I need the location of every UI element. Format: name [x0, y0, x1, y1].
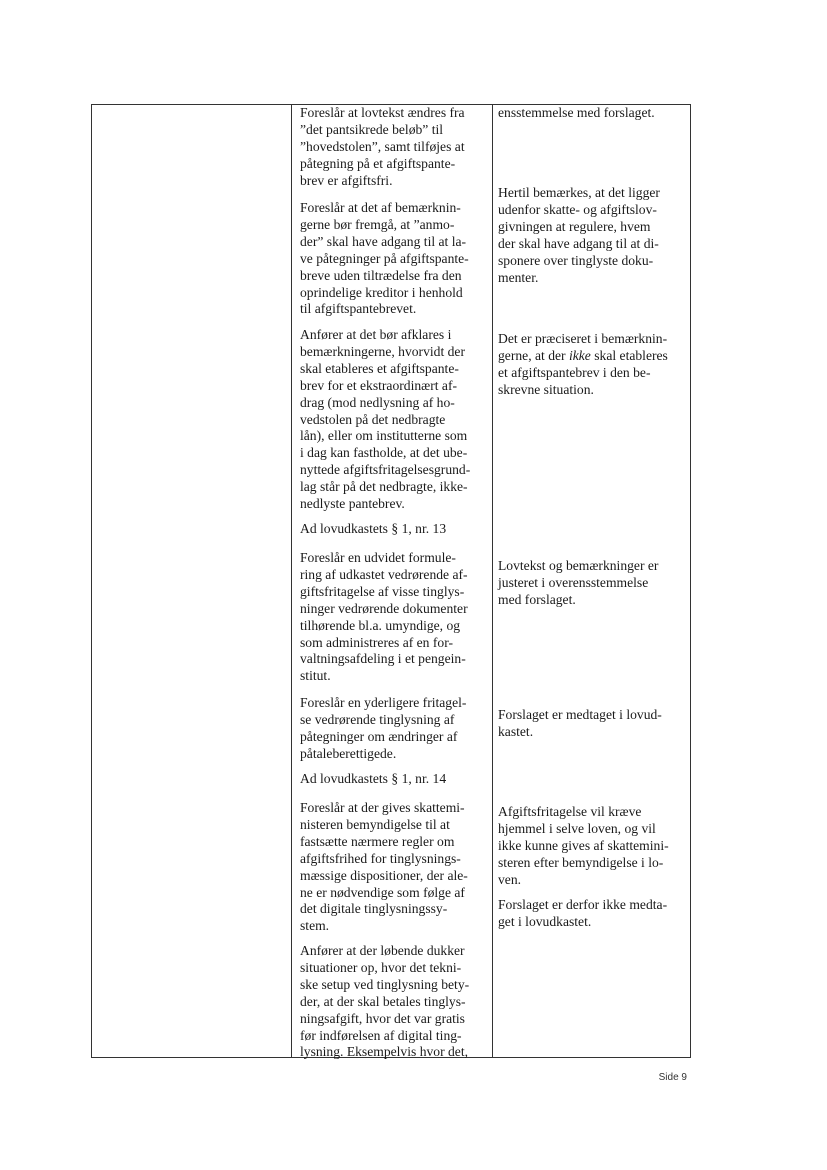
comment-paragraph: Foreslår at lovtekst ændres fra ”det pantsikrede beløb” til ”hovedstolen”, samt tilføjes at påtegning på et afgiftspante- brev er afgiftsfri.	[300, 105, 465, 188]
comment-paragraph: Foreslår en udvidet formule- ring af udkastet vedrørende af- giftsfritagelse af visse tinglys- ninger vedrørende dokumenter tilhørende bl.a. umyndige, og som administreres af en for- valtningsafdeling i et pengein- stitut.	[300, 550, 468, 684]
response-paragraph: Lovtekst og bemærkninger er justeret i overensstemmelse med forslaget.	[498, 558, 659, 607]
response-text: Det er præciseret i bemærknin- gerne, at der	[498, 331, 668, 363]
response-paragraph: Forslaget er derfor ikke medta- get i lovudkastet.	[498, 897, 668, 929]
section-heading: Ad lovudkastets § 1, nr. 13	[300, 521, 447, 536]
page-number: Side 9	[658, 1072, 687, 1083]
comment-paragraph: Foreslår en yderligere fritagel- se vedrørende tinglysning af påtegninger om ændringer af påtaleberettigede.	[300, 695, 467, 761]
comment-paragraph: Anfører at der løbende dukker situationer op, hvor det tekni- ske setup ved tinglysning bety- der, at der skal betales tinglys- ningsafgift, hvor det var gratis før indførelsen af digital ting- lysning. Eksempelvis hvor det,	[300, 943, 470, 1060]
response-paragraph: Forslaget er medtaget i lovud- kastet.	[498, 707, 662, 739]
response-paragraph: Hertil bemærkes, at det ligger udenfor skatte- og afgiftslov- givningen at regulere, hvem der skal have adgang til at di- sponere over tinglyste doku- menter.	[498, 185, 660, 285]
column-divider	[492, 105, 493, 1057]
column-divider	[291, 105, 292, 1057]
response-paragraph: Afgiftsfritagelse vil kræve hjemmel i selve loven, og vil ikke kunne gives af skattemini- steren efter bemyndigelse i lo- ven.	[498, 804, 669, 887]
response-paragraph: ensstemmelse med forslaget.	[498, 105, 655, 120]
comment-paragraph: Foreslår at der gives skattemi- nisteren bemyndigelse til at fastsætte nærmere regler om afgiftsfrihed for tinglysnings- mæssige dispositioner, der ale- ne er nødvendige som følge af det digitale tinglysningssy- stem.	[300, 800, 468, 934]
response-text: skal etableres et afgiftspantebrev i den be- skrevne situation.	[498, 347, 668, 397]
response-paragraph	[498, 331, 686, 399]
emphasis-text: ikke	[568, 347, 591, 363]
comment-paragraph: Foreslår at det af bemærknin- gerne bør fremgå, at ”anmo- der” skal have adgang til at la- ve påtegninger på afgiftspante- breve uden tiltrædelse fra den oprindelige kreditor i henhold til afgiftspantebrevet.	[300, 200, 469, 317]
section-heading: Ad lovudkastets § 1, nr. 14	[300, 771, 447, 786]
comment-paragraph: Anfører at det bør afklares i bemærkningerne, hvorvidt der skal etableres et afgiftspante- brev for et ekstraordinært af- drag (mod nedlysning af ho- vedstolen på det nedbragte lån), eller om institutterne som i dag kan fastholde, at det ube- nyttede afgiftsfritagelsesgrund- lag står på det nedbragte, ikke- nedlyste pantebrev.	[300, 327, 471, 512]
